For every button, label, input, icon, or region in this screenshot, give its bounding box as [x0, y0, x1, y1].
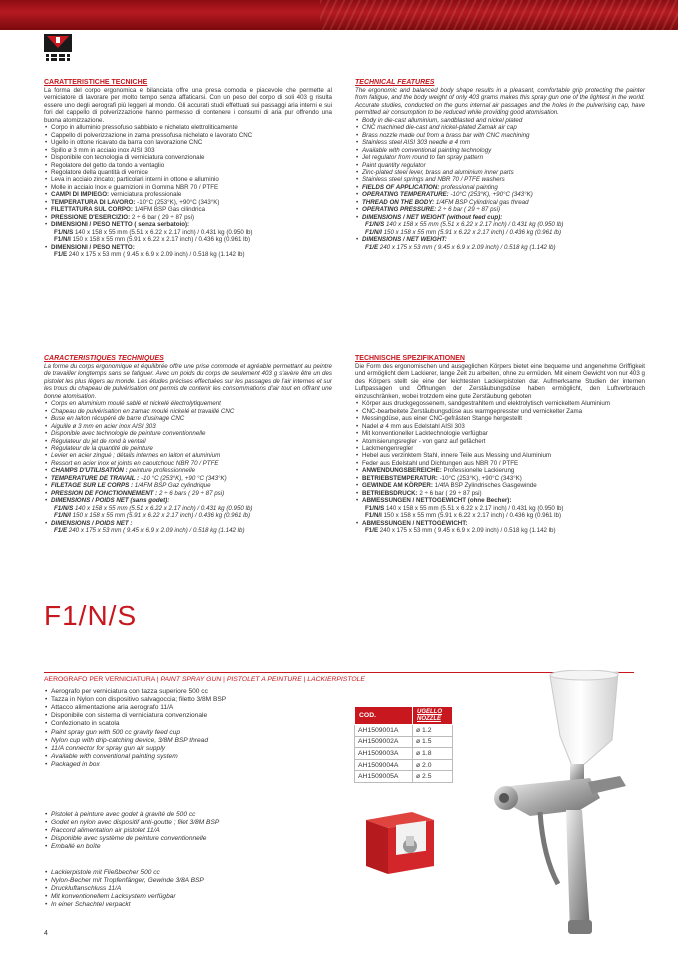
dimensions-heading — [355, 236, 645, 243]
bullet-item: • CNC-bearbeitete Zerstäubungsdüse aus warmgepresster und vernickelter Zama — [355, 408, 645, 415]
dimension-line — [355, 221, 645, 228]
dimension-line — [44, 236, 332, 243]
bullet-item: • Régulateur de la quantité de peinture — [44, 445, 332, 452]
dimensions-heading — [355, 214, 645, 221]
bullet-item: • Aiguille ø 3 mm en acier inox AISI 303 — [44, 423, 332, 430]
model-code: F1/N/I — [54, 512, 71, 520]
bullet-item: • Lackmengenregler — [355, 445, 645, 452]
table-row — [355, 771, 453, 783]
feature-item: • Attacco alimentazione aria aerografo 11/A — [44, 704, 314, 712]
dimension-line — [355, 244, 645, 251]
spec-row — [44, 490, 332, 497]
dimension-line — [44, 512, 332, 519]
spec-value: 2 ÷ 6 bar ( 29 ÷ 87 psi) — [130, 213, 195, 221]
feature-item: • Tazza in Nylon con dispositivo salvagoccia; filetto 3/8M BSP — [44, 696, 314, 704]
bullet-item: • Zinc-plated steel lever, brass and aluminium inner parts — [355, 169, 645, 176]
dimension-line — [44, 229, 332, 236]
fr-paragraph: La forme du corps ergonomique et équilibrée offre une prise commode et agréable permettant au peintre de travailler longtemps sans se fatiguer. Avec un poids du corps de seulement 403 g s'avère être un des pistolet les plus légers au monde. Les études précises effectuées sur les passages de l'air internes et sur les trous du chapeau de pulvérisation ont permis de contenir les consommations d'air tout en offrant une bonne atomisation. — [44, 363, 332, 400]
dimension-value: 240 x 175 x 53 mm ( 9.45 x 6.9 x 2.09 inch) / 0.518 kg (1.142 lb) — [67, 526, 245, 534]
spec-label: TEMPERATURA DI LAVORO: — [51, 198, 136, 206]
bullet-item: • Available with conventional painting technology — [355, 147, 645, 154]
spec-value: 2 ÷ 6 bars ( 29 ÷ 87 psi) — [157, 489, 225, 497]
spec-value: -10 °C (253°K), +90 °C (343°K) — [139, 474, 227, 482]
dimension-value: 140 x 158 x 55 mm (5.51 x 6.22 x 2.17 inch) / 0.431 kg (0.950 lb) — [73, 504, 253, 512]
it-bullet-list — [44, 124, 332, 191]
spec-label: BETRIEBSDRUCK: — [362, 489, 418, 497]
spec-label: OPERATING TEMPERATURE: — [362, 191, 449, 199]
spec-row — [44, 191, 332, 198]
en-paragraph: The ergonomic and balanced body shape results in a pleasant, comfortable grip protecting the painter from fatigue, and the body weight of only 403 grams makes this spray gun one of the lightest in the world. Accurate studies, conducted on the guns internal air passages and the holes in the pulverising cap, have permitted air consumption to be reduced while providing good atomisation. — [355, 87, 645, 117]
spec-row — [355, 482, 645, 489]
spec-label: PRESSIONE D'ESERCIZIO: — [51, 213, 131, 221]
dimension-value: 150 x 158 x 55 mm (5.91 x 6.22 x 2.17 inch) / 0.436 kg (0.961 lb) — [381, 512, 562, 520]
fr-spec-list — [44, 467, 332, 534]
spec-row — [355, 467, 645, 474]
bullet-item: • Ugello in ottone ricavato da barra con lavorazione CNC — [44, 139, 332, 146]
nozzle-size: ø 1.5 — [413, 736, 453, 748]
feature-item: • Disponibile con sistema di verniciatura convenzionale — [44, 712, 314, 720]
bullet-item: • Cappello di polverizzazione in zama pressofusa nichelato e lavorato CNC — [44, 132, 332, 139]
spec-row — [355, 199, 645, 206]
en-bullet-list — [355, 117, 645, 184]
bullet-item: • Jet regulator from round to fan spray pattern — [355, 154, 645, 161]
spec-row — [355, 206, 645, 213]
spec-row — [44, 214, 332, 221]
it-paragraph: La forma del corpo ergonomica e bilanciata offre una presa comoda e piacevole che permette al verniciatore di lavorare per molto tempo senza affaticarsi. Con un peso del corpo di soli 403 g risulta essere uno degli aerografi più leggeri al mondo. Gli accurati studi effettuati sui passaggi aria interni e sui fori del cappello di polverizzazione hanno permesso di contenere i consumi di aria pur offrendo una buona atomizzazione. — [44, 87, 332, 124]
dimension-value: 140 x 158 x 55 mm (5.51 x 6.22 x 2.17 inch) / 0.431 kg (0.950 lb) — [384, 221, 564, 229]
en-spec-list — [355, 184, 645, 251]
bullet-item: • Brass nozzle made out from a brass bar with CNC machining — [355, 132, 645, 139]
feature-item: • Lackierpistole mit Fließbecher 500 cc — [44, 869, 314, 877]
model-code: F1/E — [365, 526, 379, 534]
spec-row — [355, 490, 645, 497]
dimension-value: 140 x 158 x 55 mm (5.51 x 6.22 x 2.17 inch) / 0.431 kg (0.950 lb) — [384, 504, 564, 512]
product-box-image — [360, 806, 438, 876]
it-section — [44, 78, 332, 258]
bullet-item: • Körper aus druckgegossenem, sandgestrahltem und elektrolytisch vernickeltem Aluminium — [355, 400, 645, 407]
subtitle-separator: | — [301, 676, 308, 683]
bullet-item: • CNC machined die-cast and nickel-plated Zamak air cap — [355, 124, 645, 131]
spec-label: ANWENDUNGSBEREICHE: — [362, 467, 442, 475]
bullet-item: • Paint quantity regulator — [355, 162, 645, 169]
spec-row — [44, 206, 332, 213]
product-code: AH1509002A — [355, 736, 413, 748]
product-code: AH1509001A — [355, 725, 413, 737]
spec-value: 1/4fA BSP Zylindrisches Gasgewinde — [432, 482, 537, 490]
en-section — [355, 78, 645, 251]
dimensions-label: ABMESSUNGEN / NETTOGEWICHT (ohne Becher): — [362, 497, 512, 505]
fr-title: CARACTERISTIQUES TECHNIQUES — [44, 355, 164, 362]
feature-item: • Aerografo per verniciatura con tazza superiore 500 cc — [44, 688, 314, 696]
product-title: F1/N/S — [44, 600, 138, 631]
dimension-line — [355, 229, 645, 236]
de-title: TECHNISCHE SPEZIFIKATIONEN — [355, 355, 465, 362]
model-code: F1/N/S — [365, 221, 385, 229]
dimension-value: 240 x 175 x 53 mm ( 9.45 x 6.9 x 2.09 inch) / 0.518 kg (1.142 lb) — [378, 526, 556, 534]
dimension-value: 240 x 175 x 53 mm ( 9.45 x 6.9 x 2.09 inch) / 0.518 kg (1.142 lb) — [67, 250, 245, 258]
code-header: COD. — [355, 707, 413, 725]
subtitle-en: PAINT SPRAY GUN — [160, 676, 222, 683]
subtitle-separator: | — [154, 676, 161, 683]
subtitle-separator: | — [221, 676, 227, 683]
dimensions-label: DIMENSIONS / POIDS NET (sans godet): — [51, 497, 170, 505]
dimensions-label: DIMENSIONI / PESO NETTO: — [51, 243, 135, 251]
fr-bullet-list — [44, 400, 332, 467]
dimensions-heading — [355, 497, 645, 504]
spec-label: GEWINDE AM KÖRPER: — [362, 482, 433, 490]
spec-value: 1/4FM BSP Gaz cylindrique — [133, 482, 211, 490]
de-bullet-list — [355, 400, 645, 467]
spec-row — [355, 191, 645, 198]
spec-row — [44, 199, 332, 206]
dimensions-heading — [44, 520, 332, 527]
product-subtitle — [44, 675, 365, 684]
bullet-item: • Feder aus Edelstahl und Dichtungen aus NBR 70 / PTFE — [355, 460, 645, 467]
nozzle-header — [413, 707, 453, 725]
feature-item: • Emballé en boîte — [44, 843, 314, 851]
spec-value: 1/4FM BSP Cylindrical gas thread — [434, 198, 529, 206]
feature-item: • Godet en nylon avec dispositif anti-goutte ; filet 3/8M BSP — [44, 819, 314, 827]
bullet-item: • Buse en laiton récupéré de barre d'usinage CNC — [44, 415, 332, 422]
spec-label: FILETTATURA SUL CORPO: — [51, 206, 133, 214]
feature-item: • Disponible avec système de peinture conventionnelle — [44, 835, 314, 843]
spec-row — [355, 184, 645, 191]
table-row — [355, 748, 453, 760]
nozzle-header-it: UGELLO — [417, 709, 442, 715]
spec-label: OPERATING PRESSURE: — [362, 206, 437, 214]
feature-item: • Druckluftanschluss 11/A — [44, 885, 314, 893]
bullet-item: • Messingdüse, aus einer CNC-gefrästen Stange hergestellt — [355, 415, 645, 422]
bullet-item: • Body in die-cast alluminium, sandblasted and nickel plated — [355, 117, 645, 124]
model-code: F1/E — [54, 250, 68, 258]
spray-gun-image — [470, 670, 640, 940]
subtitle-it: AEROGRAFO PER VERNICIATURA — [44, 676, 155, 683]
table-row — [355, 759, 453, 771]
page-number: 4 — [44, 930, 48, 937]
subtitle-de: LACKIERPISTOLE — [307, 676, 365, 683]
bullet-item: • Atomisierungsregler - von ganz auf gefächert — [355, 438, 645, 445]
model-code: F1/N/S — [54, 228, 74, 236]
feature-item: • 11/A connector for spray gun air supply — [44, 745, 314, 753]
bullet-item: • Levier en acier zingué ; détails internes en laiton et aluminium — [44, 452, 332, 459]
spec-row — [355, 475, 645, 482]
dimensions-heading — [44, 244, 332, 251]
header-band — [0, 0, 678, 30]
brand-logo-icon — [44, 34, 72, 64]
bullet-item: • Disponible avec technologie de peinture conventionnelle — [44, 430, 332, 437]
de-section — [355, 354, 645, 534]
spec-row — [44, 467, 332, 474]
code-table — [354, 706, 453, 783]
bullet-item: • Corpo in alluminio pressofuso sabbiato e nichelato elettroliticamente — [44, 124, 332, 131]
dimension-value: 150 x 158 x 55 mm (5.91 x 6.22 x 2.17 inch) / 0.436 kg (0.961 lb) — [70, 236, 251, 244]
model-code: F1/N/I — [365, 512, 382, 520]
spec-label: FIELDS OF APPLICATION: — [362, 183, 440, 191]
table-row — [355, 736, 453, 748]
it-title: CARATTERISTICHE TECNICHE — [44, 79, 148, 86]
bullet-item: • Ressort en acier inox et joints en caoutchouc NBR 70 / PTFE — [44, 460, 332, 467]
bullet-item: • Stainless steel springs and NBR 70 / PTFE washers — [355, 176, 645, 183]
dimensions-label: DIMENSIONI / PESO NETTO ( senza serbatoio): — [51, 221, 190, 229]
spec-value: professional painting — [439, 183, 498, 191]
nozzle-size: ø 1.8 — [413, 748, 453, 760]
features-it — [44, 688, 314, 728]
feature-item: • Pistolet à peinture avec godet à gravité de 500 cc — [44, 811, 314, 819]
dimensions-heading — [44, 221, 332, 228]
nozzle-size: ø 1.2 — [413, 725, 453, 737]
feature-item: • Raccord alimentation air pistolet 11/A — [44, 827, 314, 835]
bullet-item: • Regolatore del getto da tondo a ventaglio — [44, 162, 332, 169]
en-title: TECHNICAL FEATURES — [355, 79, 435, 86]
bullet-item: • Molle in acciaio Inox e guarnizioni in Gomma NBR 70 / PTFE — [44, 184, 332, 191]
bullet-item: • Nadel ø 4 mm aus Edelstahl AISI 303 — [355, 423, 645, 430]
dimensions-heading — [355, 520, 645, 527]
spec-label: THREAD ON THE BODY: — [362, 198, 435, 206]
nozzle-size: ø 2.5 — [413, 771, 453, 783]
bullet-item: • Régulateur du jet de rond à ventail — [44, 438, 332, 445]
spec-value: -10°C (253°K), +90°C (343°K) — [448, 191, 533, 199]
model-code: F1/N/S — [54, 504, 74, 512]
dimension-value: 240 x 175 x 53 mm ( 9.45 x 6.9 x 2.09 inch) / 0.518 kg (1.142 lb) — [378, 243, 556, 251]
model-code: F1/N/I — [365, 228, 382, 236]
spec-label: CHAMPS D'UTILISATION : — [51, 467, 128, 475]
dimension-line — [355, 505, 645, 512]
dimension-line — [44, 505, 332, 512]
dimension-line — [44, 251, 332, 258]
bullet-item: • Mit konventioneller Lacktechnologie verfügbar — [355, 430, 645, 437]
spec-label: TEMPERATURE DE TRAVAIL : — [51, 474, 140, 482]
fr-section — [44, 354, 332, 534]
bullet-item: • Stainless steel AISI 303 needle ø 4 mm — [355, 139, 645, 146]
dimensions-label: DIMENSIONS / POIDS NET : — [51, 519, 133, 527]
feature-item: • Nylon cup with drip-catching device, 3/8M BSP thread — [44, 737, 314, 745]
spec-value: -10°C (253°K), +90°C (343°K) — [437, 474, 522, 482]
spec-label: CAMPI DI IMPIEGO: — [51, 191, 110, 199]
feature-item: • Confezionato in scatola — [44, 720, 314, 728]
feature-item: • Nylon-Becher mit Tropfenfänger, Gewinde 3/8A BSP — [44, 877, 314, 885]
nozzle-size: ø 2.0 — [413, 759, 453, 771]
dimension-value: 150 x 158 x 55 mm (5.91 x 6.22 x 2.17 inch) / 0.436 kg (0.961 lb) — [381, 228, 562, 236]
bullet-item: • Corps en aluminium moulé sablé et nickelé électrolytiquement — [44, 400, 332, 407]
de-spec-list — [355, 467, 645, 534]
model-code: F1/E — [365, 243, 379, 251]
spec-value: Professionelle Lackierung — [441, 467, 515, 475]
bullet-item: • Chapeau de pulvérisation en zamac moulé nickelé et travaillé CNC — [44, 408, 332, 415]
de-paragraph: Die Form des ergonomischen und ausgeglichen Körpers bietet eine bequeme und angenehme Griffigkeit und ermöglicht dem Lackierer, lange Zeit zu arbeiten, ohne zu ermüden. Mit einem Gewicht von nur 403 g des Körpers stellt sie eine der leichtesten Lackierpistolen dar. Aufmerksame Studien der internen Luftpassagen und Öffnungen der Zerstäubungsdüse haben ermöglicht, den Luftverbrauch einzuschränken, wobei trotzdem eine gute Zerstäubung geboten — [355, 363, 645, 400]
features-en — [44, 729, 314, 769]
spec-row — [44, 475, 332, 482]
dimensions-label: ABMESSUNGEN / NETTOGEWICHT: — [362, 519, 468, 527]
feature-item: • Available with conventional painting system — [44, 753, 314, 761]
dimension-value: 140 x 158 x 55 mm (5.51 x 6.22 x 2.17 inch) / 0.431 kg (0.950 lb) — [73, 228, 253, 236]
model-code: F1/N/I — [54, 236, 71, 244]
spec-value: 1/4FM BSP Gas cilindrica — [132, 206, 206, 214]
dimension-line — [44, 527, 332, 534]
spec-label: BETRIEBSTEMPERATUR: — [362, 474, 438, 482]
product-code: AH1509004A — [355, 759, 413, 771]
subtitle-fr: PISTOLET A PEINTURE — [226, 676, 302, 683]
model-code: F1/N/S — [365, 504, 385, 512]
model-code: F1/E — [54, 526, 68, 534]
dimensions-label: DIMENSIONS / NET WEIGHT: — [362, 236, 447, 244]
features-de — [44, 869, 314, 909]
dimension-value: 150 x 158 x 55 mm (5.91 x 6.22 x 2.17 inch) / 0.436 kg (0.961 lb) — [70, 512, 251, 520]
feature-item: • Packaged in box — [44, 761, 314, 769]
spec-label: PRESSION DE FONCTIONNEMENT : — [51, 489, 158, 497]
dimension-line — [355, 527, 645, 534]
bullet-item: • Spillo ø 3 mm in acciaio inox AISI 303 — [44, 147, 332, 154]
spec-value: -10°C (253°K), +90°C (343°K) — [135, 198, 220, 206]
product-code: AH1509005A — [355, 771, 413, 783]
bullet-item: • Leva in acciaio zincato; particolari interni in ottone e alluminio — [44, 176, 332, 183]
features-fr — [44, 811, 314, 851]
spec-value: 2 ÷ 6 bar ( 29 ÷ 87 psi) — [417, 489, 482, 497]
product-code: AH1509003A — [355, 748, 413, 760]
spec-value: 2 ÷ 6 bar ( 29 ÷ 87 psi) — [436, 206, 501, 214]
dimensions-heading — [44, 497, 332, 504]
bullet-item: • Disponibile con tecnologia di verniciatura convenzionale — [44, 154, 332, 161]
spec-value: peinture professionnelle — [127, 467, 196, 475]
bullet-item: • Regolatore della quantità di vernice — [44, 169, 332, 176]
spec-label: FILETAGE SUR LE CORPS : — [51, 482, 134, 490]
it-spec-list — [44, 191, 332, 258]
dimensions-label: DIMENSIONS / NET WEIGHT (without feed cup): — [362, 213, 503, 221]
spec-value: verniciatura professionale — [109, 191, 182, 199]
dimension-line — [355, 512, 645, 519]
spec-row — [44, 482, 332, 489]
feature-item: • In einer Schachtel verpackt — [44, 901, 314, 909]
table-row — [355, 725, 453, 737]
nozzle-header-en: NOZZLE — [417, 715, 441, 722]
feature-item: • Paint spray gun with 500 cc gravity feed cup — [44, 729, 314, 737]
feature-item: • Mit konventionellem Lacksystem verfügbar — [44, 893, 314, 901]
bullet-item: • Hebel aus verzinktem Stahl, innere Teile aus Messing und Aluminium — [355, 452, 645, 459]
